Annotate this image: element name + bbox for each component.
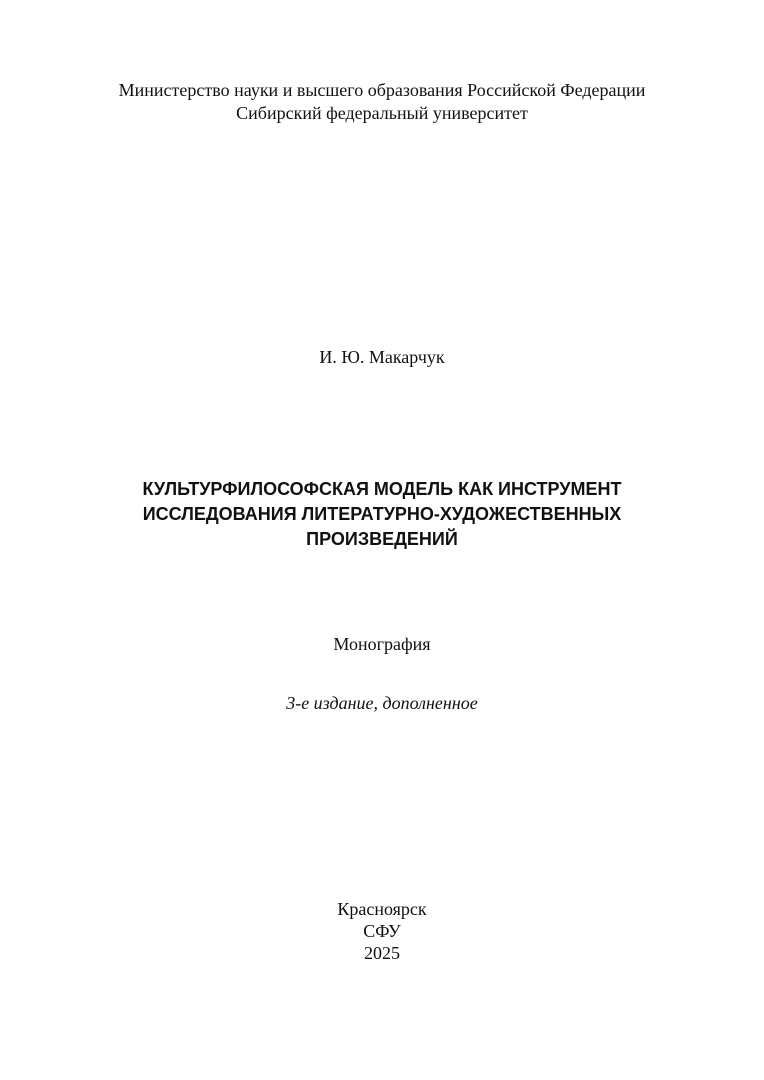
book-title [0,477,764,552]
imprint-year: 2025 [364,943,400,963]
university-name: Сибирский федеральный университет [236,103,528,123]
edition-note: 3-е издание, дополненное [286,693,478,713]
imprint-city: Красноярск [337,899,427,919]
book-title-line-2: ИССЛЕДОВАНИЯ ЛИТЕРАТУРНО-ХУДОЖЕСТВЕННЫХ [142,504,622,524]
book-title-line-3: ПРОИЗВЕДЕНИЙ [306,529,458,549]
author-name: И. Ю. Макарчук [319,347,445,367]
imprint-publisher: СФУ [363,921,401,941]
book-title-line-1: КУЛЬТУРФИЛОСОФСКАЯ МОДЕЛЬ КАК ИНСТРУМЕНТ [142,479,622,499]
publication-genre: Монография [333,634,431,654]
ministry-name: Министерство науки и высшего образования Российской Федерации [118,80,646,100]
